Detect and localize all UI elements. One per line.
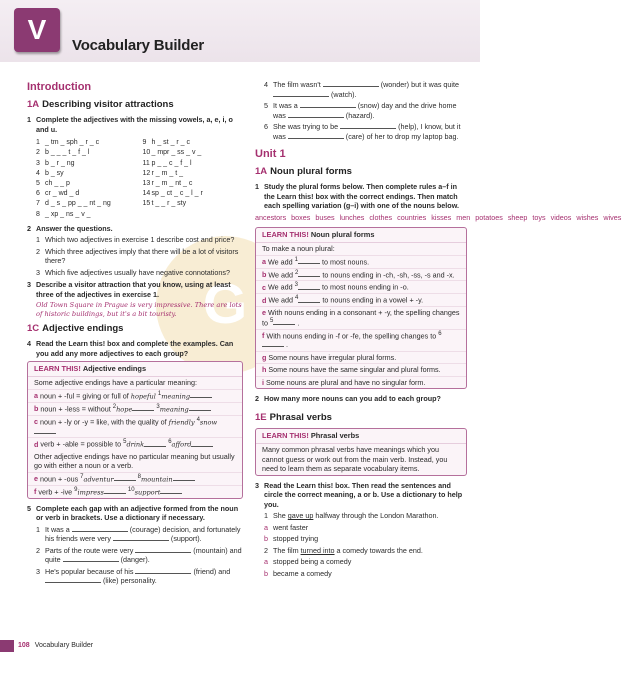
word-number: 5 xyxy=(36,179,40,187)
word-text: b _ sy xyxy=(45,169,64,177)
gap-number: 5 xyxy=(123,439,127,446)
section-1a-plural-heading: 1A Noun plural forms xyxy=(255,165,352,177)
question-number: 1 xyxy=(36,235,40,245)
answer-blank xyxy=(173,474,195,481)
gap-fill-item xyxy=(264,101,467,120)
answer-blank xyxy=(340,122,396,129)
word-number: 14 xyxy=(142,190,151,198)
answer-option[interactable] xyxy=(264,534,467,544)
plural-noun: boxes xyxy=(291,212,311,222)
rule-text: noun + -ly or -y = like, with the quality of xyxy=(40,417,167,427)
item-part: (snow) day and the drive home was xyxy=(273,101,457,120)
answer-blank xyxy=(273,90,329,97)
exercise-4: 4 Read the Learn this! box and complete the examples. Can you add any more adjectives to each group? xyxy=(27,339,234,358)
page-title: Vocabulary Builder xyxy=(72,37,204,54)
exercise-3-example: Old Town Square in Prague is very impressive. There are lots of historic buildings, but it's a bit touristy. xyxy=(36,301,242,319)
question-number: 2 xyxy=(36,246,40,256)
answer-blank xyxy=(113,534,169,541)
rule-text: verb + -ive xyxy=(38,486,73,496)
word-number: 9 xyxy=(142,139,147,147)
answer-blank xyxy=(298,283,320,290)
plural-rule xyxy=(256,294,466,307)
word-text: b _ r _ ng xyxy=(45,159,75,167)
item-part: (watch). xyxy=(331,89,357,99)
rule-text: We add xyxy=(268,257,293,266)
plural-rules xyxy=(256,256,466,389)
plural-rule xyxy=(256,330,466,352)
gap-number: 5 xyxy=(270,317,274,324)
plural-noun: videos xyxy=(550,212,572,222)
left-column xyxy=(27,80,243,588)
gap-fill-item xyxy=(36,525,243,544)
rule-text: Some nouns have the same singular and plural forms. xyxy=(268,365,441,375)
option-text: went faster xyxy=(273,522,309,532)
question-text: Which two adjectives in exercise 1 describe cost and price? xyxy=(45,235,235,245)
rule-text: noun + -ous xyxy=(40,473,79,483)
phrasal-verb: gave up xyxy=(287,511,314,521)
answer-blank xyxy=(262,340,284,347)
gap-number: 1 xyxy=(157,390,162,397)
rule-text: Some nouns are plural and have no singular form. xyxy=(266,377,426,387)
rule-letter: c xyxy=(34,417,38,427)
plural-noun: lunches xyxy=(339,212,365,222)
gap-number: 2 xyxy=(112,403,117,410)
item-part: (help), I know, but it was xyxy=(273,122,461,141)
word-number: 3 xyxy=(36,159,40,167)
rule-letter: e xyxy=(34,473,38,483)
plural-noun: kisses xyxy=(431,212,452,222)
plural-noun: potatoes xyxy=(475,212,503,222)
word-number: 7 xyxy=(36,200,40,208)
answer-blank xyxy=(273,318,295,325)
plural-rule xyxy=(256,307,466,329)
item-part: (mountain) and quite xyxy=(45,545,242,565)
word-number: 6 xyxy=(36,190,40,198)
word-text: t _ _ r _ sty xyxy=(151,200,187,208)
right-column xyxy=(255,80,622,580)
word-item xyxy=(36,138,137,147)
adjective-rule xyxy=(28,438,242,450)
word-number: 2 xyxy=(36,149,40,157)
words-right-list xyxy=(143,138,244,220)
word-text: _ mpr _ ss _ v _ xyxy=(151,149,202,157)
rule-letter: d xyxy=(34,439,39,449)
answer-blank xyxy=(132,404,154,411)
item-number: 5 xyxy=(264,101,268,110)
adjective-rule xyxy=(28,473,242,486)
rule-text: to nouns ending in a vowel + -y. xyxy=(322,295,424,305)
intro-heading: Introduction xyxy=(27,81,92,93)
answer-blank xyxy=(160,487,182,494)
item-part: He's popular because of his xyxy=(45,566,134,576)
gap-number: 7 xyxy=(80,473,84,480)
item-part: It was a xyxy=(273,101,298,110)
footer-tab xyxy=(0,640,14,652)
gap-number: 4 xyxy=(196,416,200,423)
answer-option[interactable] xyxy=(264,569,467,579)
rule-text: Some nouns have irregular plural forms. xyxy=(268,352,397,362)
item-number: 2 xyxy=(264,545,268,555)
adjective-rule xyxy=(28,390,242,403)
answer-blank xyxy=(114,474,136,481)
rule-text: With nouns ending in -f or -fe, the spelling changes to xyxy=(266,330,437,340)
answer-blank xyxy=(298,257,320,264)
item-part: She was trying to be xyxy=(273,122,339,131)
words-left-list xyxy=(36,138,137,220)
adjective-rules xyxy=(28,390,242,451)
word-item xyxy=(36,159,137,168)
plural-rule xyxy=(256,269,466,282)
plural-noun: wives xyxy=(603,212,622,222)
gap-number: 3 xyxy=(294,282,298,289)
exercise-3: 3 Describe a visitor attraction that you know, using at least three of the adjectives in exercise 1. xyxy=(27,280,231,299)
adjective-rule xyxy=(28,416,242,439)
word-text: h _ st _ r _ c xyxy=(151,139,191,147)
answer-blank xyxy=(63,555,119,562)
question-item xyxy=(36,268,243,278)
rule-letter: i xyxy=(262,377,264,387)
adjective-rules-ef xyxy=(28,473,242,498)
section-1a-heading: 1A Describing visitor attractions xyxy=(27,98,174,110)
word-item xyxy=(36,189,137,198)
rule-text: noun + -ful = giving or full of xyxy=(40,391,129,401)
page-number: 108 xyxy=(18,642,30,649)
rule-text: to nouns ending in -ch, -sh, -ss, -s and -x. xyxy=(322,269,455,279)
learn-this-header: LEARN THIS! Adjective endings xyxy=(28,362,242,377)
rule-letter: f xyxy=(262,330,265,340)
question-number: 3 xyxy=(36,267,40,277)
word-text: sp _ ct _ c _ l _ r xyxy=(151,190,203,198)
answer-blank xyxy=(298,296,320,303)
item-text xyxy=(273,80,467,99)
question-text: Which three adjectives imply that there will be a lot of visitors there? xyxy=(45,246,239,266)
item-text xyxy=(273,511,467,521)
svg-text:G: G xyxy=(202,272,248,336)
item-text xyxy=(45,567,243,586)
word-text: r _ m _ t _ xyxy=(151,169,184,177)
rule-example: friendly xyxy=(168,418,195,427)
word-text: p _ _ c _ f _ l xyxy=(151,159,192,167)
gap-number: 6 xyxy=(438,330,442,337)
rule-text: . xyxy=(297,318,300,328)
gap-fill-item xyxy=(264,80,467,99)
item-part: (wonder) but it was quite xyxy=(380,80,460,89)
gap-fill-item xyxy=(36,546,243,565)
exercise-5-continued xyxy=(255,80,467,141)
item-number: 3 xyxy=(36,566,40,576)
word-item xyxy=(143,159,244,168)
learn-this-intro: To make a noun plural: xyxy=(256,243,466,256)
answer-blank xyxy=(300,101,356,108)
rule-letter: f xyxy=(34,486,37,496)
header-band xyxy=(0,0,480,62)
word-number: 10 xyxy=(142,149,151,157)
adjective-rule xyxy=(28,486,242,498)
word-text: cr _ wd _ d xyxy=(45,190,80,198)
option-text: stopped being a comedy xyxy=(273,557,352,567)
gap-stem: support xyxy=(134,487,161,496)
question-item xyxy=(36,235,243,245)
item-part: halfway through the London Marathon. xyxy=(315,511,439,521)
plural-noun-list xyxy=(255,212,622,224)
page-footer xyxy=(18,641,93,650)
phrasal-exercise-3: 3 Read the Learn this! box. Then read the sentences and circle the correct meaning, a or b. Use a dictionary to help you. xyxy=(255,480,463,509)
learn-this-header: LEARN THIS! Phrasal verbs xyxy=(256,429,466,444)
rule-text: With nouns ending in a consonant + -y, the spelling changes to xyxy=(262,308,460,328)
answer-blank xyxy=(189,404,211,411)
item-text xyxy=(45,525,243,544)
answer-option[interactable] xyxy=(264,523,467,533)
plural-rule xyxy=(256,377,466,389)
answer-blank xyxy=(104,487,126,494)
gap-number: 9 xyxy=(74,486,78,493)
item-part: The film xyxy=(273,545,299,555)
word-number: 11 xyxy=(142,159,150,167)
gap-number: 3 xyxy=(156,403,160,410)
learn-this-noun-plurals xyxy=(255,227,467,389)
learn-this-header: LEARN THIS! Noun plural forms xyxy=(256,228,466,243)
answer-option[interactable] xyxy=(264,557,467,567)
item-text xyxy=(273,101,467,120)
item-number: 2 xyxy=(36,545,40,555)
question-item xyxy=(36,247,243,266)
learn-this-phrasal-verbs xyxy=(255,428,467,475)
item-part: (care) of her to drop my laptop bag. xyxy=(345,131,459,141)
rule-letter: d xyxy=(262,295,267,305)
word-number: 1 xyxy=(36,139,40,147)
plural-rule xyxy=(256,281,466,294)
exercise-5: 5 Complete each gap with an adjective formed from the noun or verb in brackets. Use a dictionary if necessary. xyxy=(27,503,239,523)
rule-text: verb + -able = possible to xyxy=(40,439,122,449)
word-number: 13 xyxy=(142,179,151,187)
item-number: 1 xyxy=(264,511,268,521)
rule-text: noun + -less = without xyxy=(40,404,111,414)
rule-text: We add xyxy=(268,295,294,305)
item-part: (like) personality. xyxy=(103,576,157,586)
gap-stem: drink xyxy=(126,440,145,449)
word-item xyxy=(143,148,244,157)
exercise-2: 2 Answer the questions. xyxy=(27,223,113,233)
plural-exercise-2: 2 How many more nouns can you add to each group? xyxy=(255,394,441,404)
plural-rule xyxy=(256,256,466,269)
plural-noun: men xyxy=(456,212,471,222)
answer-blank xyxy=(288,132,344,139)
plural-rule xyxy=(256,352,466,365)
answer-blank xyxy=(288,111,344,118)
rule-letter: b xyxy=(262,269,267,279)
item-part: It was a xyxy=(45,524,70,534)
rule-text: to most nouns. xyxy=(321,257,370,266)
section-badge: V xyxy=(14,8,60,52)
rule-letter: e xyxy=(262,308,266,318)
phrasal-exercise-3-items xyxy=(255,511,467,578)
rule-letter: g xyxy=(262,352,267,362)
item-part: She xyxy=(273,511,286,521)
option-text: became a comedy xyxy=(273,568,332,578)
gap-number: 6 xyxy=(168,439,172,446)
word-item xyxy=(36,210,137,219)
plural-noun: ancestors xyxy=(255,212,287,222)
answer-blank xyxy=(34,427,56,434)
exercise-5-items xyxy=(27,525,243,586)
phrasal-verb: turned into xyxy=(300,545,335,555)
word-item xyxy=(36,148,137,157)
section-1c-heading: 1C Adjective endings xyxy=(27,322,124,334)
gap-number: 10 xyxy=(127,486,135,493)
gap-stem: snow xyxy=(199,418,218,427)
item-number: 4 xyxy=(264,80,268,89)
adjective-rule xyxy=(28,403,242,416)
gap-number: 2 xyxy=(295,269,299,276)
item-number: 6 xyxy=(264,122,268,131)
word-text: b _ _ _ t _ f _ l xyxy=(45,149,90,157)
plural-noun: clothes xyxy=(369,212,393,222)
plural-noun: buses xyxy=(315,212,335,222)
answer-blank xyxy=(298,270,320,277)
phrasal-item xyxy=(264,511,467,521)
gap-stem: hope xyxy=(116,405,133,414)
item-part: (friend) and xyxy=(193,566,231,576)
word-number: 15 xyxy=(142,200,151,208)
word-item xyxy=(36,169,137,178)
word-text: r _ m _ nt _ c xyxy=(151,179,193,187)
rule-letter: b xyxy=(34,404,39,414)
gap-stem: mountain xyxy=(140,474,173,483)
item-number: 1 xyxy=(36,524,40,534)
word-item xyxy=(36,179,137,188)
learn-this-text: Many common phrasal verbs have meanings which you cannot guess or work out from the main verb. Instead, you need to learn them as separate vocabulary items. xyxy=(262,445,448,474)
item-part: a comedy towards the end. xyxy=(336,545,423,555)
gap-stem: meaning xyxy=(159,405,189,414)
word-text: _ tm _ sph _ r _ c xyxy=(45,139,100,147)
plural-exercise-1: 1 Study the plural forms below. Then complete rules a–f in the Learn this! box with the correct endings. Then match each spelling variation (g–i) with one of the nouns below. xyxy=(255,182,460,211)
word-item xyxy=(36,199,137,208)
rule-letter: c xyxy=(262,282,266,292)
rule-text: . xyxy=(286,340,288,350)
question-text: Which five adjectives usually have negative connotations? xyxy=(45,267,230,277)
word-item xyxy=(143,189,244,198)
vowel-words-grid xyxy=(36,138,243,220)
word-item xyxy=(143,179,244,188)
learn-this-other: Other adjective endings have no particular meaning but usually go with either a noun or a verb. xyxy=(28,451,242,473)
item-part: Parts of the route were very xyxy=(45,545,134,555)
plural-noun: wishes xyxy=(576,212,599,222)
footer-label: Vocabulary Builder xyxy=(34,642,94,649)
exercise-2-items xyxy=(27,235,243,277)
answer-blank xyxy=(323,80,379,87)
item-part: (support). xyxy=(170,534,202,544)
word-number: 4 xyxy=(36,169,40,177)
learn-this-adjective-endings xyxy=(27,361,243,498)
plural-rule xyxy=(256,364,466,377)
rule-example: hopeful xyxy=(130,392,156,401)
unit-1-title: Unit 1 xyxy=(255,148,286,160)
learn-this-intro: Some adjective endings have a particular meaning: xyxy=(28,377,242,390)
answer-blank xyxy=(72,525,128,532)
gap-number: 4 xyxy=(295,295,299,302)
option-letter: b xyxy=(264,534,268,544)
gap-fill-item xyxy=(36,567,243,586)
plural-noun: toys xyxy=(532,212,546,222)
word-item xyxy=(143,138,244,147)
item-part: The film wasn't xyxy=(273,80,321,89)
word-number: 12 xyxy=(142,169,151,177)
rule-text: to most nouns ending in -o. xyxy=(321,282,409,292)
rule-text: We add xyxy=(268,282,293,292)
rule-letter: a xyxy=(262,257,266,266)
plural-noun: countries xyxy=(397,212,427,222)
gap-fill-item xyxy=(264,122,467,141)
word-number: 8 xyxy=(36,210,40,218)
gap-number: 8 xyxy=(137,473,141,480)
option-text: stopped trying xyxy=(273,534,319,544)
option-letter: b xyxy=(264,568,268,578)
section-1e-heading: 1E Phrasal verbs xyxy=(255,411,332,423)
gap-stem: afford xyxy=(171,440,192,449)
answer-blank xyxy=(135,546,191,553)
answer-blank xyxy=(135,567,191,574)
item-text xyxy=(273,546,467,556)
word-text: ch _ _ p xyxy=(45,179,70,187)
word-item xyxy=(143,199,244,208)
gap-stem: impress xyxy=(77,487,104,496)
plural-noun: sheep xyxy=(507,212,528,222)
gap-number: 1 xyxy=(294,256,298,263)
rule-letter: h xyxy=(262,365,267,375)
exercise-1: 1 Complete the adjectives with the missing vowels, a, e, i, o and u. xyxy=(27,115,233,134)
gap-stem: adventur xyxy=(83,474,114,483)
word-text: d _ s _ pp _ _ nt _ ng xyxy=(45,200,111,208)
item-part: (danger). xyxy=(120,555,150,565)
gap-stem: meaning xyxy=(161,392,191,401)
answer-blank xyxy=(191,440,213,447)
phrasal-item xyxy=(264,546,467,556)
option-letter: a xyxy=(264,557,268,567)
answer-blank xyxy=(190,391,212,398)
item-part: (hazard). xyxy=(345,110,375,120)
answer-blank xyxy=(45,576,101,583)
word-item xyxy=(143,169,244,178)
item-part: (courage) decision, and fortunately his friends were very xyxy=(45,524,241,544)
option-letter: a xyxy=(264,522,268,532)
rule-letter: a xyxy=(34,391,38,401)
answer-blank xyxy=(144,440,166,447)
rule-text: We add xyxy=(268,269,294,279)
item-text xyxy=(273,122,467,141)
item-text xyxy=(45,546,243,565)
word-text: _ xp _ ns _ v _ xyxy=(45,210,91,218)
